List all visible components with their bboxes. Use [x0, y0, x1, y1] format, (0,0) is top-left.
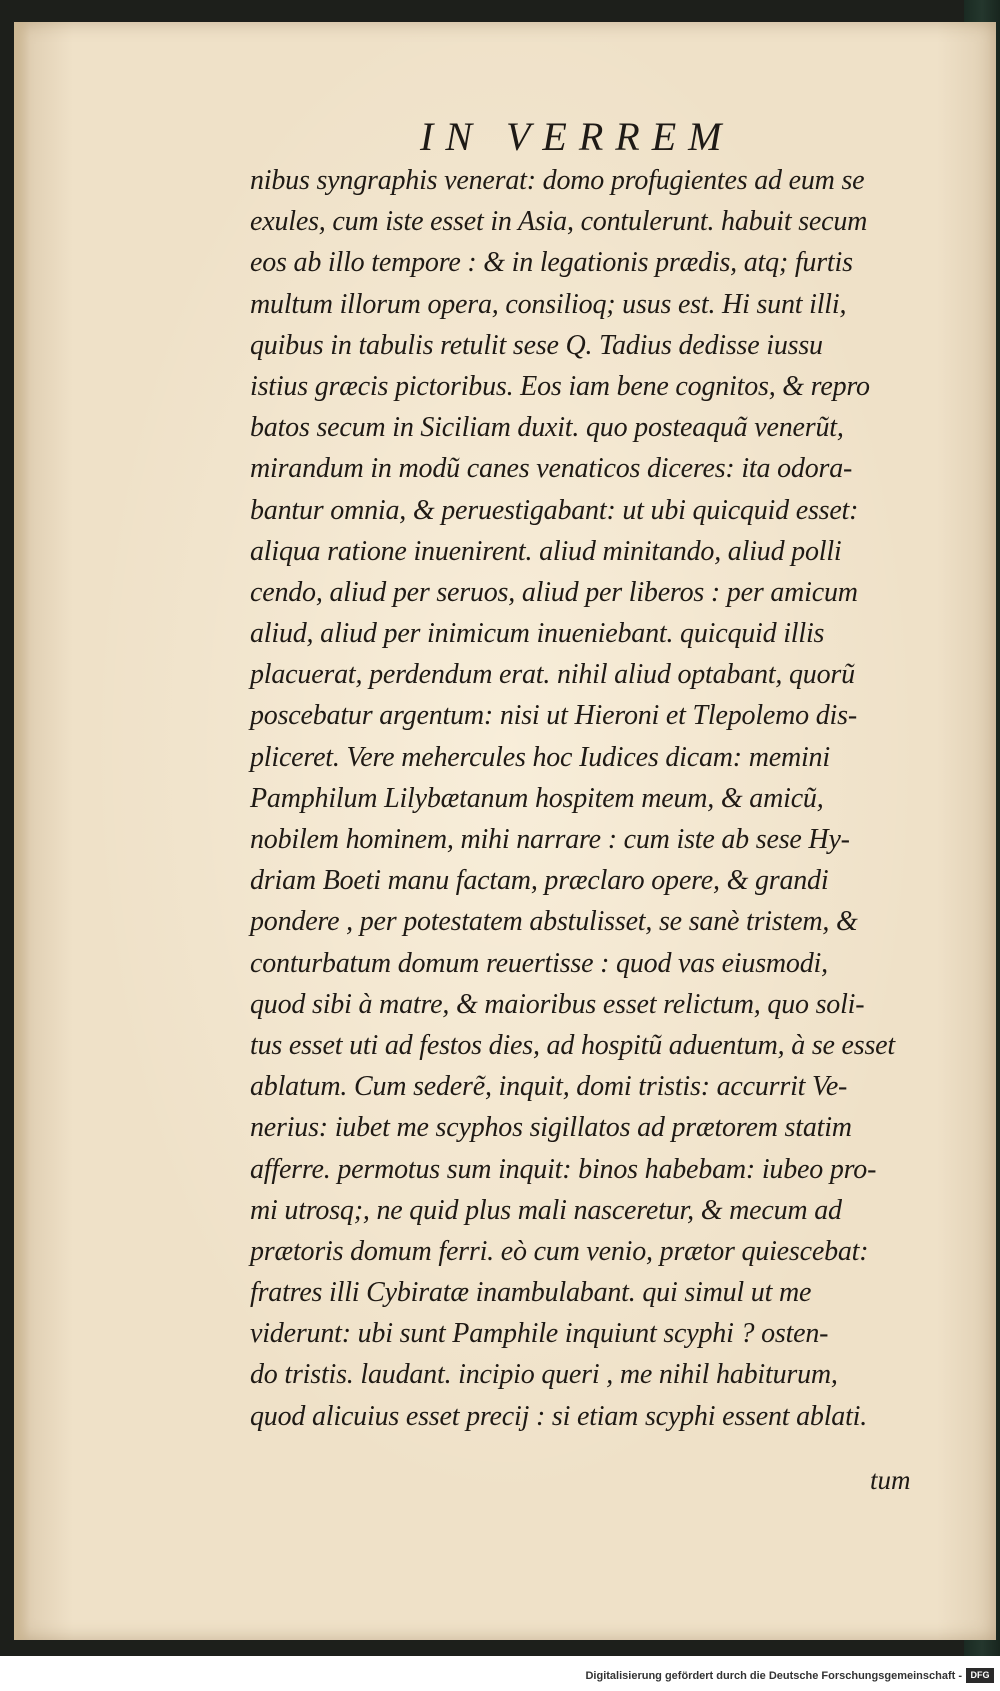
- text-line: istius græcis pictoribus. Eos iam bene cognitos, & repro: [250, 370, 870, 402]
- page-gutter-shadow: [14, 22, 30, 1640]
- dfg-logo: DFG: [966, 1668, 994, 1683]
- text-line: pondere , per potestatem abstulisset, se sanè tristem, &: [250, 906, 858, 938]
- text-line: viderunt: ubi sunt Pamphile inquiunt scyphi ? osten-: [250, 1318, 829, 1350]
- running-head: IN VERREM: [420, 114, 734, 159]
- text-line: tus esset uti ad festos dies, ad hospitũ aduentum, à se esset: [250, 1029, 895, 1061]
- text-line: aliqua ratione inuenirent. aliud minitando, aliud polli: [250, 535, 842, 567]
- text-line: prætoris domum ferri. eò cum venio, prætor quiescebat:: [250, 1235, 869, 1267]
- catchword: tum: [870, 1465, 911, 1495]
- text-line: placuerat, perdendum erat. nihil aliud optabant, quorũ: [250, 659, 855, 691]
- text-line: nibus syngraphis venerat: domo profugientes ad eum se: [250, 165, 865, 196]
- text-line: mirandum in modũ canes venaticos diceres: ita odora-: [250, 453, 853, 485]
- text-line: do tristis. laudant. incipio queri , me nihil habiturum,: [250, 1359, 838, 1391]
- text-line: ablatum. Cum sederẽ, inquit, domi tristis: accurrit Ve-: [250, 1071, 848, 1103]
- text-line: aliud, aliud per inimicum inueniebant. quicquid illis: [250, 618, 825, 650]
- text-line: poscebatur argentum: nisi ut Hieroni et Tlepolemo dis-: [250, 700, 857, 732]
- text-line: quibus in tabulis retulit sese Q. Tadius dedisse iussu: [250, 329, 823, 361]
- text-line: fratres illi Cybiratæ inambulabant. qui simul ut me: [250, 1277, 812, 1309]
- text-line: batos secum in Siciliam duxit. quo posteaquã venerũt,: [250, 412, 844, 444]
- funding-credit: Digitalisierung gefördert durch die Deutsche Forschungsgemeinschaft -: [585, 1670, 962, 1682]
- text-line: Pamphilum Lilybætanum hospitem meum, & amicũ,: [250, 782, 824, 814]
- text-line: nerius: iubet me scyphos sigillatos ad prætorem statim: [250, 1112, 852, 1144]
- text-line: mi utrosq;, ne quid plus mali nasceretur, & mecum ad: [250, 1194, 842, 1226]
- text-line: quod alicuius esset precij : si etiam scyphi essent ablati.: [250, 1400, 868, 1432]
- text-line: nobilem hominem, mihi narrare : cum iste ab sese Hy-: [250, 824, 850, 855]
- text-line: cendo, aliud per seruos, aliud per liberos : per amicum: [250, 576, 858, 608]
- text-block: [250, 160, 950, 1437]
- text-line: pliceret. Vere mehercules hoc Iudices dicam: memini: [250, 741, 830, 773]
- text-line: quod sibi à matre, & maioribus esset relictum, quo soli-: [250, 988, 865, 1020]
- text-line: conturbatum domum reuertisse : quod vas eiusmodi,: [250, 947, 828, 979]
- text-line: eos ab illo tempore : & in legationis prædis, atq; furtis: [250, 247, 853, 279]
- text-line: afferre. permotus sum inquit: binos habebam: iubeo pro-: [250, 1153, 877, 1185]
- text-line: exules, cum iste esset in Asia, contulerunt. habuit secum: [250, 206, 868, 238]
- text-line: driam Boeti manu factam, præclaro opere, & grandi: [250, 865, 829, 897]
- text-line: multum illorum opera, consilioq; usus est. Hi sunt illi,: [250, 288, 847, 320]
- text-line: bantur omnia, & peruestigabant: ut ubi quicquid esset:: [250, 494, 859, 526]
